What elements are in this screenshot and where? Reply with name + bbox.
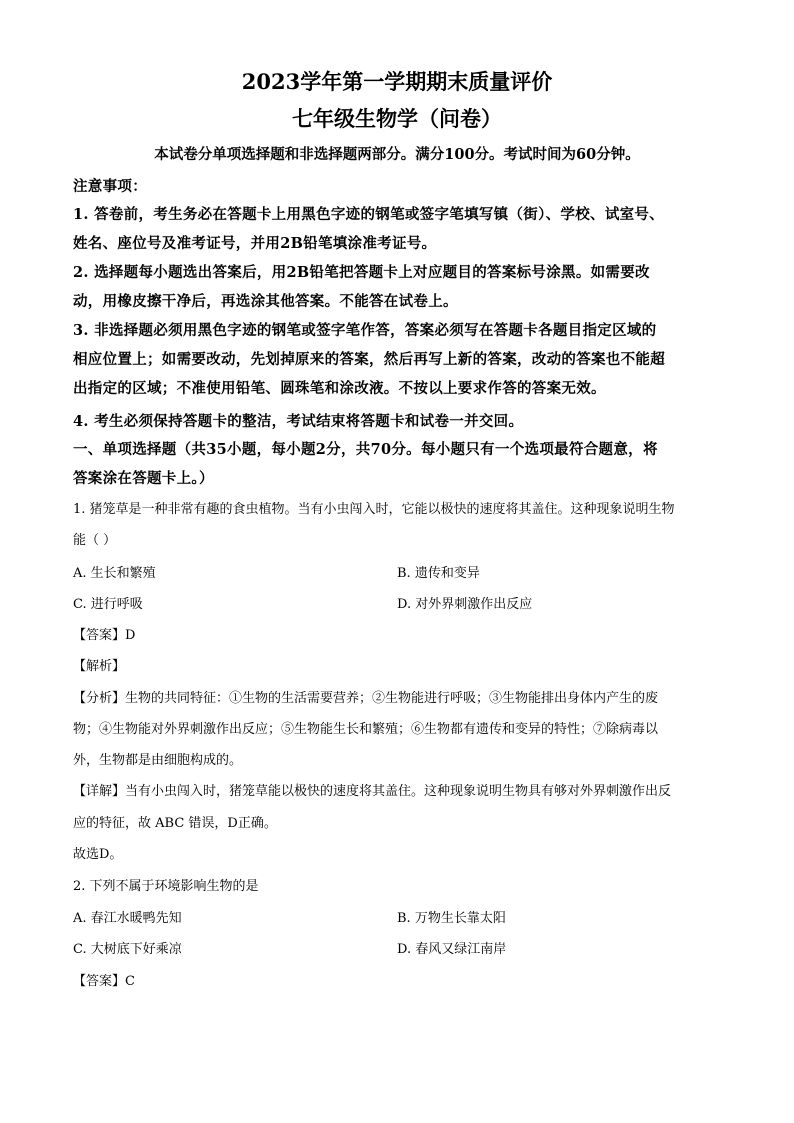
answer-value: D <box>125 628 136 643</box>
q1-option-c: C. 进行呼吸 <box>73 597 143 612</box>
detail-tag: 【详解】 <box>73 784 126 799</box>
q1-answer <box>73 624 135 643</box>
q1-option-a: A. 生长和繁殖 <box>73 566 156 581</box>
q1-detail-line: 故选D。 <box>73 847 123 862</box>
q1-option-b: B. 遗传和变异 <box>397 566 480 581</box>
fenxi-text: 生物的共同特征：①生物的生活需要营养；②生物能进行呼吸；③生物能排出身体内产生的废 <box>125 691 659 706</box>
q1-analysis-tag: 【解析】 <box>73 659 126 674</box>
note-line: 3. 非选择题必须用黑色字迹的钢笔或签字笔作答，答案必须写在答题卡各题目指定区域的 <box>73 322 657 339</box>
note-line: 2. 选择题每小题选出答案后，用2B铅笔把答题卡上对应题目的答案标号涂黑。如需要改 <box>73 264 650 281</box>
q1-fenxi-line: 外，生物都是由细胞构成的。 <box>73 753 243 768</box>
q1-detail-line <box>73 780 671 799</box>
exam-title: 2023学年第一学期期末质量评价 <box>241 69 553 94</box>
fenxi-tag: 【分析】 <box>73 691 126 706</box>
exam-subtitle: 七年级生物学（问卷） <box>292 106 502 131</box>
note-line: 动，用橡皮擦干净后，再选涂其他答案。不能答在试卷上。 <box>73 293 458 310</box>
q2-option-b: B. 万物生长靠太阳 <box>397 911 506 926</box>
q1-option-d: D. 对外界刺激作出反应 <box>397 597 533 612</box>
section-heading: 答案涂在答题卡上。） <box>73 470 214 487</box>
q1-stem: 1. 猪笼草是一种非常有趣的食虫植物。当有小虫闯入时，它能以极快的速度将其盖住。这种现象说明生物 <box>73 502 675 517</box>
note-line: 相应位置上；如需要改动，先划掉原来的答案，然后再写上新的答案，改动的答案也不能超 <box>73 351 665 368</box>
q1-fenxi-line <box>73 687 658 706</box>
q1-detail-line: 应的特征，故 ABC 错误，D正确。 <box>73 816 277 831</box>
note-line: 4. 考生必须保持答题卡的整洁，考试结束将答题卡和试卷一并交回。 <box>73 413 524 430</box>
note-line: 姓名、座位号及准考证号，并用2B铅笔填涂准考证号。 <box>73 235 437 252</box>
q1-stem: 能（ ） <box>73 533 117 548</box>
note-line: 1. 答卷前，考生务必在答题卡上用黑色字迹的钢笔或签字笔填写镇（街）、学校、试室号、 <box>73 206 665 223</box>
q2-option-d: D. 春风又绿江南岸 <box>397 942 507 957</box>
note-line: 出指定的区域；不准使用铅笔、圆珠笔和涂改液。不按以上要求作答的答案无效。 <box>73 380 606 397</box>
answer-tag: 【答案】 <box>73 974 126 989</box>
q2-stem: 2. 下列不属于环境影响生物的是 <box>73 879 259 894</box>
q2-answer <box>73 970 135 989</box>
notes-heading: 注意事项： <box>73 178 147 195</box>
q2-option-a: A. 春江水暖鸭先知 <box>73 911 182 926</box>
answer-value: C <box>125 974 135 989</box>
exam-intro: 本试卷分单项选择题和非选择题两部分。满分100分。考试时间为60分钟。 <box>154 146 640 163</box>
q2-option-c: C. 大树底下好乘凉 <box>73 942 182 957</box>
detail-text: 当有小虫闯入时，猪笼草能以极快的速度将其盖住。这种现象说明生物具有够对外界刺激作出反 <box>125 784 672 799</box>
q1-fenxi-line: 物；④生物能对外界刺激作出反应；⑤生物能生长和繁殖；⑥生物都有遗传和变异的特性；⑦除病毒以 <box>73 722 659 737</box>
section-heading: 一、单项选择题（共35小题，每小题2分，共70分。每小题只有一个选项最符合题意，将 <box>73 441 658 458</box>
answer-tag: 【答案】 <box>73 628 126 643</box>
